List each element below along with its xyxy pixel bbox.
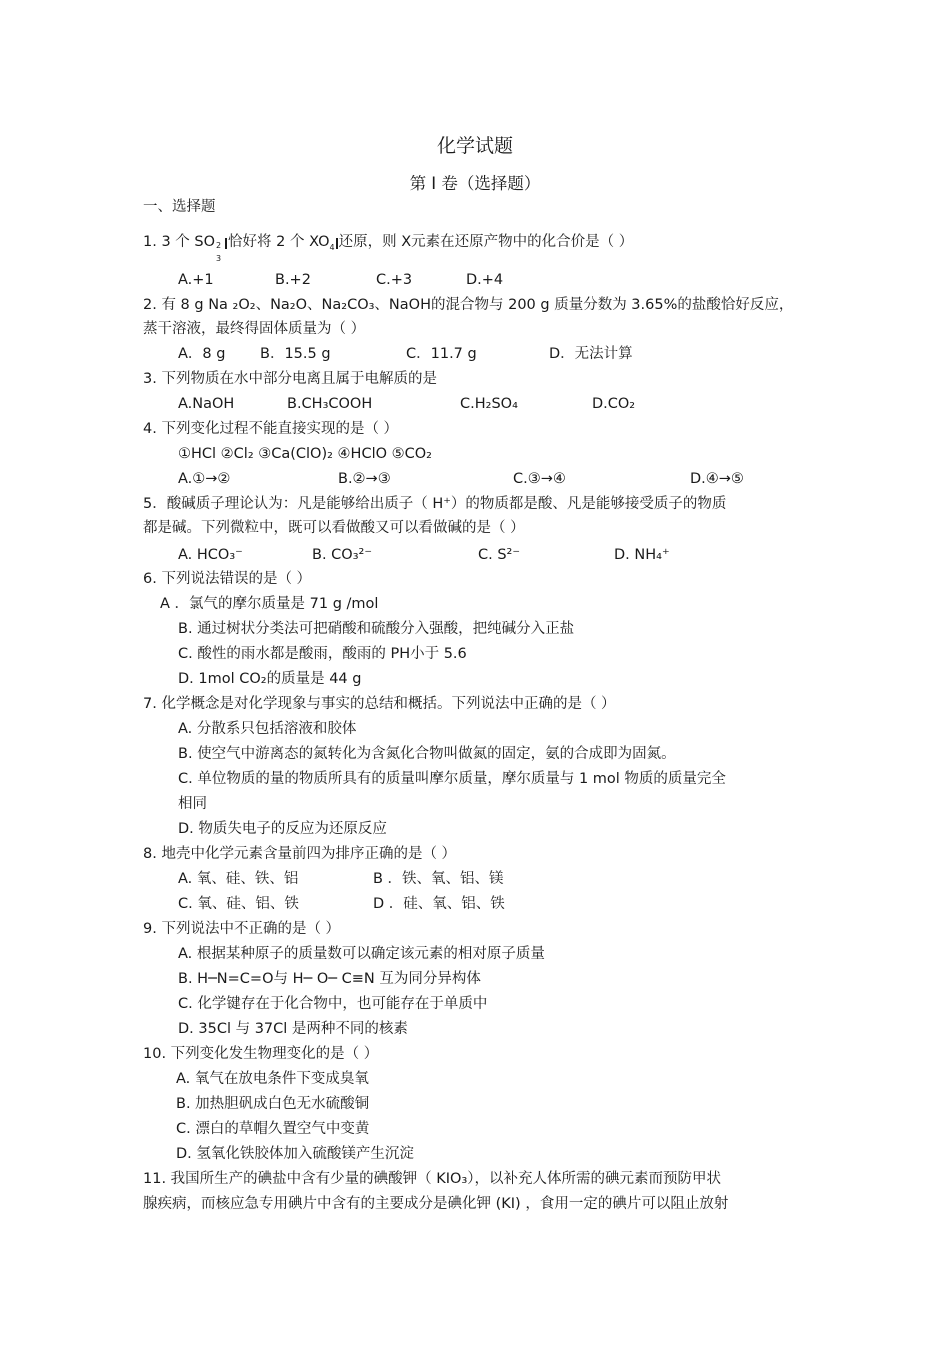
question-2-option: B．15.5 g — [260, 346, 331, 362]
question-5-option: D. NH₄⁺ — [614, 547, 670, 563]
question-7-option-cont: 相同 — [178, 796, 207, 812]
question-8-option: C. 氧、硅、铝、铁 — [178, 896, 299, 912]
question-11-stem: 11. 我国所生产的碘盐中含有少量的碘酸钾（ KIO₃），以补充人体所需的碘元素而预防甲状 — [143, 1171, 722, 1187]
question-3-option: D.CO₂ — [592, 396, 636, 412]
question-4-option: B.②→③ — [338, 471, 391, 487]
question-2-stem-cont: 蒸干溶液，最终得固体质量为（ ） — [143, 321, 366, 337]
question-9-option: C. 化学键存在于化合物中，也可能存在于单质中 — [178, 996, 488, 1012]
question-4-option: C.③→④ — [513, 471, 566, 487]
question-3-option: B.CH₃COOH — [287, 396, 373, 412]
question-1-option: B.+2 — [275, 272, 311, 288]
question-5-stem-cont: 都是碱。下列微粒中，既可以看做酸又可以看做碱的是（ ） — [143, 520, 525, 536]
question-11-stem-cont: 腺疾病，而核应急专用碘片中含有的主要成分是碘化钾 (KI) ，食用一定的碘片可以阻止放射 — [143, 1196, 729, 1212]
question-5-option: A. HCO₃⁻ — [178, 547, 243, 563]
section-subtitle: 第 I 卷（选择题） — [409, 174, 541, 193]
question-3-option: A.NaOH — [178, 396, 235, 412]
question-7-option: A. 分散系只包括溶液和胶体 — [178, 721, 357, 737]
question-8-option: B ．铁、氧、铝、镁 — [373, 871, 504, 887]
question-5-option: C. S²⁻ — [478, 547, 521, 563]
question-7-option: C. 单位物质的量的物质所具有的质量叫摩尔质量，摩尔质量与 1 mol 物质的质量完全 — [178, 771, 726, 787]
question-9-option: B. H─N=C=O与 H─ O─ C≡N 互为同分异构体 — [178, 971, 481, 987]
question-9-stem: 9. 下列说法中不正确的是（ ） — [143, 921, 341, 937]
question-5-option: B. CO₃²⁻ — [312, 547, 372, 563]
question-6-stem: 6. 下列说法错误的是（ ） — [143, 571, 312, 587]
question-4-stem: 4. 下列变化过程不能直接实现的是（ ） — [143, 421, 399, 437]
question-10-stem: 10. 下列变化发生物理变化的是（ ） — [143, 1046, 379, 1062]
section-heading: 一、选择题 — [143, 199, 216, 215]
question-6-option: B. 通过树状分类法可把硝酸和硫酸分入强酸，把纯碱分入正盐 — [178, 621, 575, 637]
question-6-option: C. 酸性的雨水都是酸雨，酸雨的 PH小于 5.6 — [178, 646, 467, 662]
question-2-option: C．11.7 g — [406, 346, 477, 362]
question-3-option: C.H₂SO₄ — [460, 396, 518, 412]
question-7-option: D. 物质失电子的反应为还原反应 — [178, 821, 387, 837]
question-7-option: B. 使空气中游离态的氮转化为含氮化合物叫做氮的固定，氨的合成即为固氮。 — [178, 746, 676, 762]
question-4-items: ①HCl ②Cl₂ ③Ca(ClO)₂ ④HClO ⑤CO₂ — [178, 446, 432, 462]
question-10-option: C. 漂白的草帽久置空气中变黄 — [176, 1121, 370, 1137]
question-2-option: D．无法计算 — [549, 346, 633, 362]
question-7-stem: 7. 化学概念是对化学现象与事实的总结和概括。下列说法中正确的是（ ） — [143, 696, 616, 712]
question-8-stem: 8. 地壳中化学元素含量前四为排序正确的是（ ） — [143, 846, 457, 862]
question-1-option: C.+3 — [376, 272, 413, 288]
question-6-option: D. 1mol CO₂的质量是 44 g — [178, 671, 362, 687]
question-1-option: A.+1 — [178, 272, 214, 288]
question-1-stem: 1. 3 个 SO 2 3 恰好将 2 个 $XO_4$ 还原，则 X元素在还原产物中的化合价是（ ） — [143, 234, 634, 263]
question-10-option: A. 氧气在放电条件下变成臭氧 — [176, 1071, 369, 1087]
question-9-option: D. 35Cl 与 37Cl 是两种不同的核素 — [178, 1021, 408, 1037]
question-2-option: A．8 g — [178, 346, 226, 362]
question-1-option: D.+4 — [466, 272, 504, 288]
question-10-option: B. 加热胆矾成白色无水硫酸铜 — [176, 1096, 370, 1112]
question-5-stem: 5．酸碱质子理论认为：凡是能够给出质子（ H⁺）的物质都是酸、凡是能够接受质子的物质 — [143, 496, 727, 512]
question-2-stem: 2. 有 8 g Na ₂O₂、Na₂O、Na₂CO₃、NaOH的混合物与 200 g 质量分数为 3.65%的盐酸恰好反应， — [143, 297, 794, 313]
question-4-option: D.④→⑤ — [690, 471, 744, 487]
question-3-stem: 3. 下列物质在水中部分电离且属于电解质的是 — [143, 371, 437, 387]
question-9-option: A. 根据某种原子的质量数可以确定该元素的相对原子质量 — [178, 946, 545, 962]
question-8-option: A. 氧、硅、铁、铝 — [178, 871, 299, 887]
question-10-option: D. 氢氧化铁胶体加入硫酸镁产生沉淀 — [176, 1146, 414, 1162]
question-4-option: A.①→② — [178, 471, 231, 487]
question-8-option: D ．硅、氧、铝、铁 — [373, 896, 505, 912]
page-title: 化学试题 — [436, 135, 513, 157]
question-6-option: A ．氯气的摩尔质量是 71 g /mol — [160, 596, 379, 612]
